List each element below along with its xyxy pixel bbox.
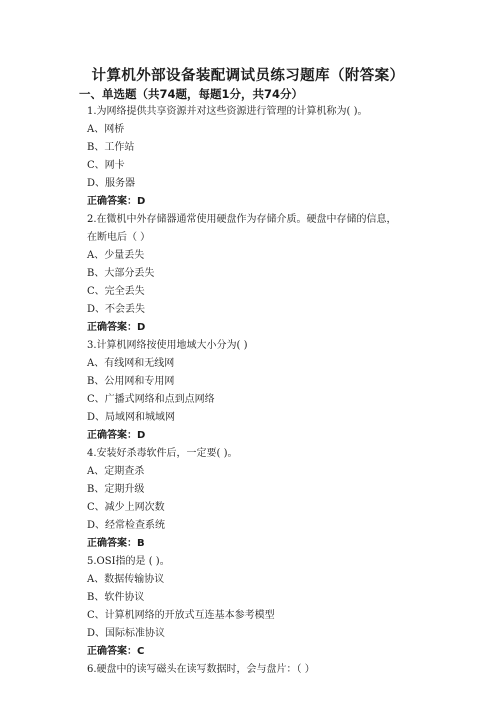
correct-answer xyxy=(87,643,432,661)
question-stem: 2.在微机中外存储器通常使用硬盘作为存储介质。硬盘中存储的信息， xyxy=(87,214,397,225)
option-c: C、完全丢失 xyxy=(87,286,145,297)
option-b: B、公用网和专用网 xyxy=(87,376,175,387)
answer-letter: D xyxy=(137,322,146,333)
question-stem: 3.计算机网络按使用地域大小分为( ) xyxy=(87,340,248,351)
correct-answer xyxy=(87,193,432,211)
option-c: C、广播式网络和点到点网络 xyxy=(87,394,215,405)
option-b: B、定期升级 xyxy=(87,484,145,495)
question-stem-continued: 在断电后（ ） xyxy=(87,232,151,243)
correct-answer xyxy=(87,535,432,553)
answer-prefix: 正确答案： xyxy=(87,538,137,549)
answer-letter: D xyxy=(137,430,146,441)
option-a: A、定期查杀 xyxy=(87,466,145,477)
option-a: A、数据传输协议 xyxy=(87,574,165,585)
option-c: C、计算机网络的开放式互连基本参考模型 xyxy=(87,610,275,621)
option-b: B、工作站 xyxy=(87,142,135,153)
question-stem: 6.硬盘中的读写磁头在读写数据时，会与盘片：（ ） xyxy=(87,664,315,675)
option-d: D、国际标准协议 xyxy=(87,628,166,639)
question-stem: 1.为网络提供共享资源并对这些资源进行管理的计算机称为( )。 xyxy=(87,106,368,117)
answer-letter: C xyxy=(137,646,145,657)
question-stem: 5.OSI指的是 ( )。 xyxy=(87,556,170,567)
option-d: D、局域网和城域网 xyxy=(87,412,176,423)
option-d: D、经常检查系统 xyxy=(87,520,166,531)
option-a: A、有线网和无线网 xyxy=(87,358,175,369)
correct-answer xyxy=(87,319,432,337)
option-c: C、网卡 xyxy=(87,160,125,171)
answer-letter: D xyxy=(137,196,146,207)
option-b: B、大部分丢失 xyxy=(87,268,155,279)
question-stem: 4.安装好杀毒软件后，一定要( )。 xyxy=(87,448,238,459)
option-d: D、不会丢失 xyxy=(87,304,146,315)
option-a: A、网桥 xyxy=(87,124,125,135)
option-b: B、软件协议 xyxy=(87,592,145,603)
answer-prefix: 正确答案： xyxy=(87,430,137,441)
answer-prefix: 正确答案： xyxy=(87,322,137,333)
option-a: A、少量丢失 xyxy=(87,250,145,261)
answer-letter: B xyxy=(137,538,145,549)
option-c: C、减少上网次数 xyxy=(87,502,165,513)
document-title: 计算机外部设备装配调试员练习题库（附答案） xyxy=(91,68,405,84)
answer-prefix: 正确答案： xyxy=(87,196,137,207)
option-d: D、服务器 xyxy=(87,178,136,189)
correct-answer xyxy=(87,427,432,445)
section-heading: 一、单选题（共74题，每题1分，共74分） xyxy=(79,87,304,101)
question-list xyxy=(79,85,432,679)
answer-prefix: 正确答案： xyxy=(87,646,137,657)
